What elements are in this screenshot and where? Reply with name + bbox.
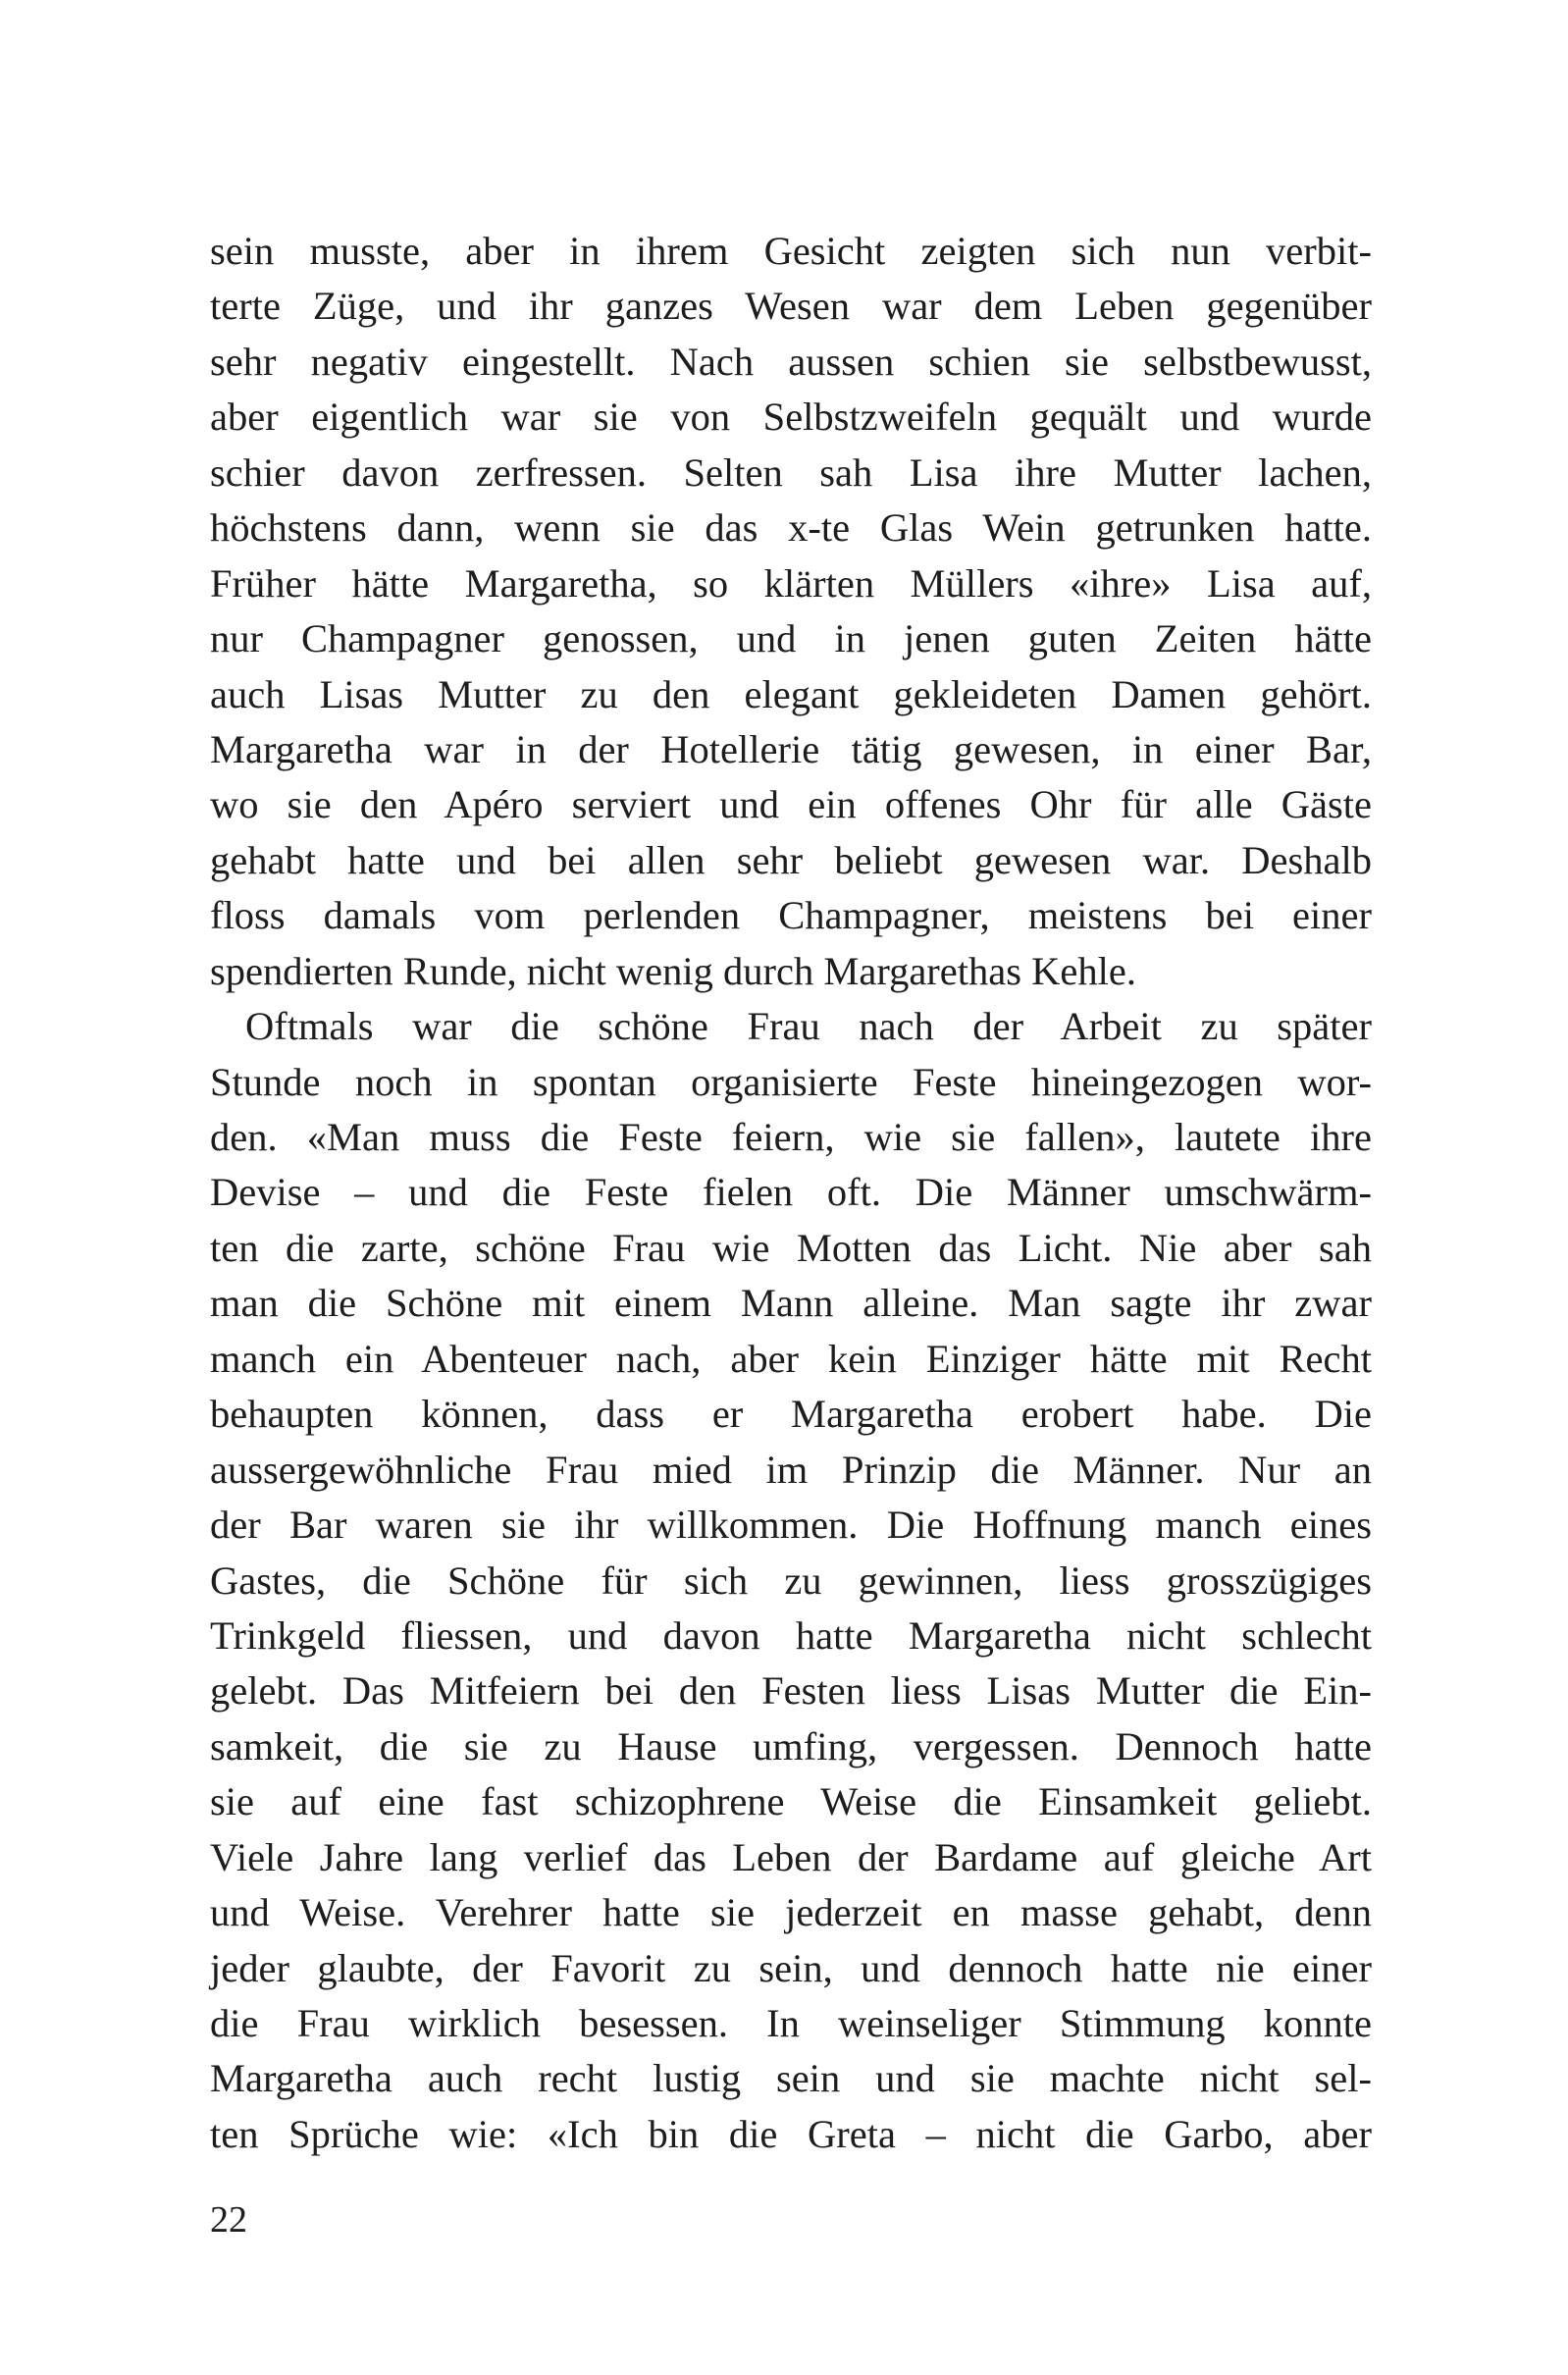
text-line: Früher hätte Margaretha, so klärten Müllers «ihre» Lisa auf, (210, 560, 1372, 606)
text-line: behaupten können, dass er Margaretha erobert habe. Die (210, 1392, 1372, 1437)
text-line: Margaretha auch recht lustig sein und sie machte nicht sel- (210, 2056, 1372, 2101)
text-line: die Frau wirklich besessen. In weinseliger Stimmung konnte (210, 2001, 1372, 2045)
body-text (210, 224, 1372, 2162)
text-line: wo sie den Apéro serviert und ein offenes Ohr für alle Gäste (210, 782, 1372, 827)
text-line: sein musste, aber in ihrem Gesicht zeigten sich nun verbit- (210, 229, 1372, 273)
text-line: floss damals vom perlenden Champagner, meistens bei einer (210, 893, 1372, 938)
text-line: man die Schöne mit einem Mann alleine. Man sagte ihr zwar (210, 1281, 1372, 1326)
text-line: ten Sprüche wie: «Ich bin die Greta – nicht die Garbo, aber (210, 2111, 1372, 2156)
text-line: der Bar waren sie ihr willkommen. Die Hoffnung manch eines (210, 1503, 1372, 1548)
text-line: nur Champagner genossen, und in jenen guten Zeiten hätte (210, 616, 1372, 661)
text-line: sehr negativ eingestellt. Nach aussen schien sie selbstbewusst, (210, 339, 1372, 384)
text-line: gelebt. Das Mitfeiern bei den Festen liess Lisas Mutter die Ein- (210, 1668, 1372, 1714)
text-line: auch Lisas Mutter zu den elegant gekleideten Damen gehört. (210, 671, 1372, 716)
text-line: gehabt hatte und bei allen sehr beliebt gewesen war. Deshalb (210, 837, 1372, 882)
text-line: den. «Man muss die Feste feiern, wie sie fallen», lautete ihre (210, 1115, 1372, 1159)
text-line: und Weise. Verehrer hatte sie jederzeit en masse gehabt, denn (210, 1890, 1372, 1935)
text-line: aber eigentlich war sie von Selbstzweifeln gequält und wurde (210, 395, 1372, 440)
text-line: Devise – und die Feste fielen oft. Die Männer umschwärm- (210, 1170, 1372, 1215)
text-line: Stunde noch in spontan organisierte Feste hineingezogen wor- (210, 1059, 1372, 1104)
text-line: manch ein Abenteuer nach, aber kein Einziger hätte mit Recht (210, 1336, 1372, 1381)
page-number: 22 (210, 2199, 247, 2241)
text-line: ten die zarte, schöne Frau wie Motten das Licht. Nie aber sah (210, 1225, 1372, 1270)
paragraph-first-line: Oftmals war die schöne Frau nach der Arbeit zu später (245, 1004, 1372, 1049)
text-line: terte Züge, und ihr ganzes Wesen war dem Leben gegenüber (210, 284, 1372, 329)
text-line: jeder glaubte, der Favorit zu sein, und dennoch hatte nie einer (210, 1945, 1372, 1990)
text-line: samkeit, die sie zu Hause umfing, vergessen. Dennoch hatte (210, 1723, 1372, 1768)
paragraph-last-line: spendierten Runde, nicht wenig durch Margarethas Kehle. (210, 948, 1136, 993)
text-line: Margaretha war in der Hotellerie tätig gewesen, in einer Bar, (210, 726, 1372, 771)
text-line: schier davon zerfressen. Selten sah Lisa ihre Mutter lachen, (210, 449, 1372, 495)
text-line: Viele Jahre lang verlief das Leben der Bardame auf gleiche Art (210, 1834, 1372, 1879)
text-line: aussergewöhnliche Frau mied im Prinzip die Männer. Nur an (210, 1447, 1372, 1492)
text-line: sie auf eine fast schizophrene Weise die Einsamkeit geliebt. (210, 1779, 1372, 1824)
text-line: Gastes, die Schöne für sich zu gewinnen, liess grosszügiges (210, 1557, 1372, 1603)
text-line: höchstens dann, wenn sie das x-te Glas Wein getrunken hatte. (210, 505, 1372, 551)
text-line: Trinkgeld fliessen, und davon hatte Margaretha nicht schlecht (210, 1612, 1372, 1658)
